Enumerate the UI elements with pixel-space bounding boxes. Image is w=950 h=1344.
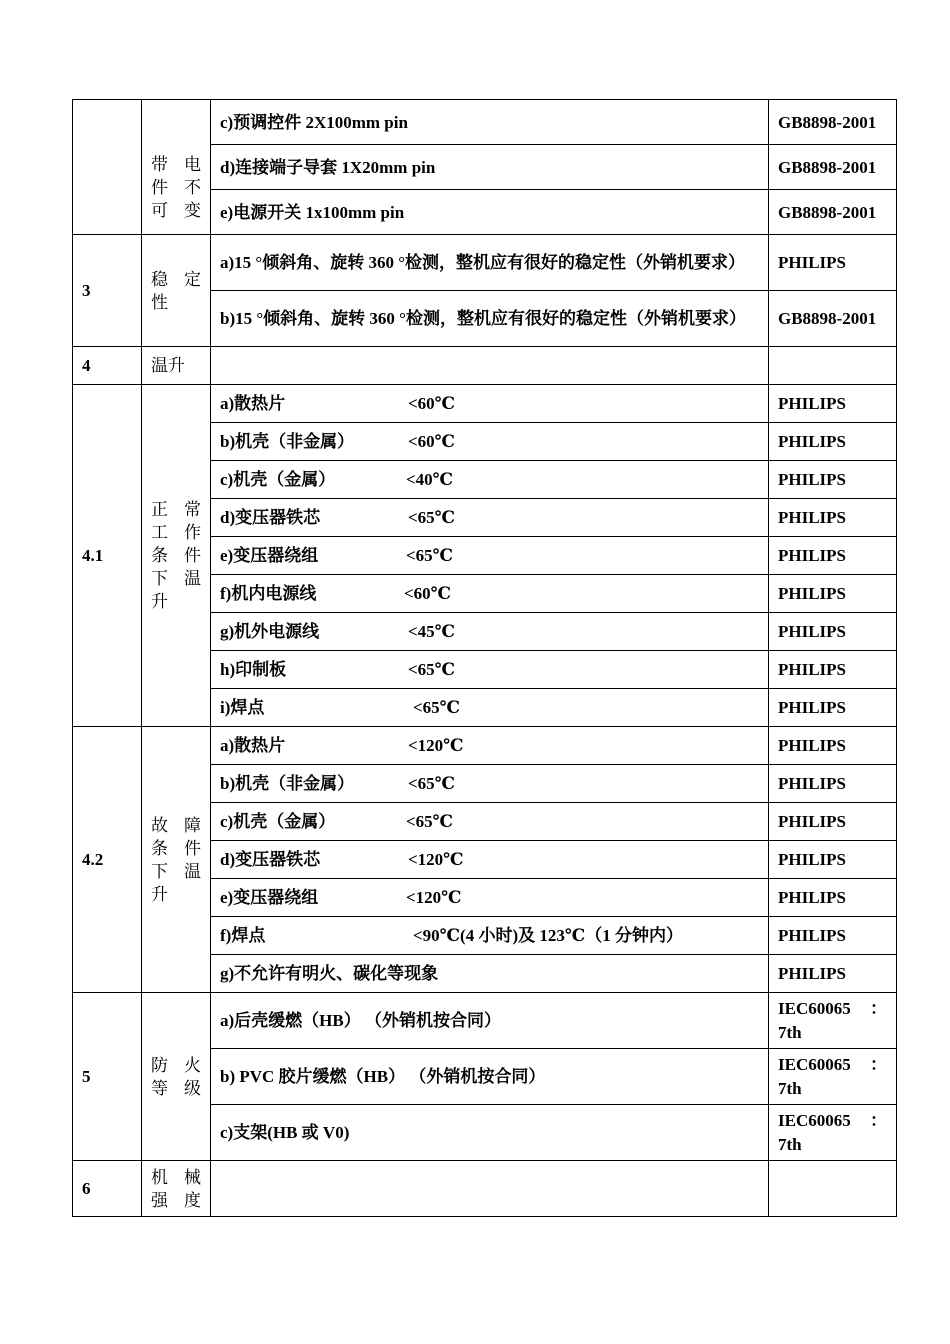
standard-cell: GB8898-2001 xyxy=(769,190,897,235)
requirement-cell xyxy=(211,955,769,993)
requirement-limit: <120℃ xyxy=(408,736,464,755)
requirement-cell: d)连接端子导套 1X20mm pin xyxy=(211,145,769,190)
standard-cell: PHILIPS xyxy=(769,955,897,993)
requirement-cell xyxy=(211,461,769,499)
requirement-limit: <120℃ xyxy=(406,888,462,907)
requirement-limit: <65℃ xyxy=(406,546,454,565)
table-row xyxy=(73,100,897,145)
requirement-cell xyxy=(211,537,769,575)
requirement-cell xyxy=(211,841,769,879)
standard-cell: PHILIPS xyxy=(769,461,897,499)
requirement-label: a)散热片 xyxy=(220,394,286,413)
standard-cell: IEC60065 ：7th xyxy=(769,1105,897,1161)
standard-cell xyxy=(769,347,897,385)
standard-cell: PHILIPS xyxy=(769,575,897,613)
requirement-limit: <120℃ xyxy=(408,850,464,869)
requirement-label: a)散热片 xyxy=(220,736,286,755)
requirement-label: e)变压器绕组 xyxy=(220,546,319,565)
requirement-limit: <65℃ xyxy=(408,508,456,527)
standard-cell: GB8898-2001 xyxy=(769,145,897,190)
requirement-limit: <60℃ xyxy=(408,394,456,413)
requirement-cell: a)15 °倾斜角、旋转 360 °检测，整机应有很好的稳定性（外销机要求） xyxy=(211,235,769,291)
table-row xyxy=(73,993,897,1049)
item-number: 4.2 xyxy=(73,727,142,993)
requirement-cell xyxy=(211,423,769,461)
standard-cell: PHILIPS xyxy=(769,917,897,955)
standard-cell: GB8898-2001 xyxy=(769,291,897,347)
table-row xyxy=(73,347,897,385)
standard-cell: PHILIPS xyxy=(769,235,897,291)
requirement-label: c)机壳（金属） xyxy=(220,812,336,831)
standard-cell: PHILIPS xyxy=(769,879,897,917)
standard-cell: PHILIPS xyxy=(769,689,897,727)
item-number: 3 xyxy=(73,235,142,347)
standard-cell: IEC60065 ：7th xyxy=(769,993,897,1049)
requirement-cell xyxy=(211,385,769,423)
standard-cell: PHILIPS xyxy=(769,803,897,841)
requirement-label: g)不允许有明火、碳化等现象 xyxy=(220,964,439,983)
standard-cell: PHILIPS xyxy=(769,385,897,423)
requirement-cell xyxy=(211,651,769,689)
standard-cell: PHILIPS xyxy=(769,537,897,575)
requirement-limit: <65℃ xyxy=(408,660,456,679)
requirement-cell xyxy=(211,1161,769,1217)
requirement-cell xyxy=(211,917,769,955)
table-row xyxy=(73,235,897,291)
requirement-cell xyxy=(211,765,769,803)
item-number: 5 xyxy=(73,993,142,1161)
standard-cell: PHILIPS xyxy=(769,423,897,461)
requirement-cell: e)电源开关 1x100mm pin xyxy=(211,190,769,235)
requirement-label: c)机壳（金属） xyxy=(220,470,336,489)
requirement-limit: <65℃ xyxy=(408,774,456,793)
table-row xyxy=(73,1161,897,1217)
requirement-cell xyxy=(211,347,769,385)
category-cell: 机 械 强 度 xyxy=(142,1161,211,1217)
item-number: 6 xyxy=(73,1161,142,1217)
category-cell: 防 火 等级 xyxy=(142,993,211,1161)
requirement-label: d)变压器铁芯 xyxy=(220,850,321,869)
standard-cell: PHILIPS xyxy=(769,499,897,537)
requirement-cell: c)支架(HB 或 V0) xyxy=(211,1105,769,1161)
item-number: 4.1 xyxy=(73,385,142,727)
standard-cell: GB8898-2001 xyxy=(769,100,897,145)
standard-cell: PHILIPS xyxy=(769,727,897,765)
requirement-limit: <40℃ xyxy=(406,470,454,489)
requirement-label: d)变压器铁芯 xyxy=(220,508,321,527)
requirement-limit: <60℃ xyxy=(408,432,456,451)
requirement-cell xyxy=(211,613,769,651)
requirement-cell xyxy=(211,803,769,841)
requirement-cell xyxy=(211,499,769,537)
category-cell: 稳 定 性 xyxy=(142,235,211,347)
requirement-limit: <45℃ xyxy=(408,622,456,641)
category-cell: 正 常 工 作 条 件 下 温 升 xyxy=(142,385,211,727)
item-number xyxy=(73,100,142,235)
standard-cell: PHILIPS xyxy=(769,613,897,651)
category-cell: 带 电 件 不 可 变 xyxy=(142,100,211,235)
requirement-limit: <90℃(4 小时)及 123℃（1 分钟内） xyxy=(413,926,683,945)
category-cell: 故 障 条 件 下 温 升 xyxy=(142,727,211,993)
requirement-cell: b) PVC 胶片缓燃（HB） （外销机按合同） xyxy=(211,1049,769,1105)
requirement-label: f)焊点 xyxy=(220,926,266,945)
requirement-limit: <65℃ xyxy=(406,812,454,831)
requirement-label: b)机壳（非金属） xyxy=(220,774,355,793)
table-row xyxy=(73,727,897,765)
requirement-limit: <60℃ xyxy=(404,584,452,603)
item-number: 4 xyxy=(73,347,142,385)
standard-cell: PHILIPS xyxy=(769,651,897,689)
requirement-cell: a)后壳缓燃（HB） （外销机按合同） xyxy=(211,993,769,1049)
requirement-label: g)机外电源线 xyxy=(220,622,320,641)
requirement-label: f)机内电源线 xyxy=(220,584,317,603)
table-row xyxy=(73,385,897,423)
category-cell: 温升 xyxy=(142,347,211,385)
standard-cell: PHILIPS xyxy=(769,765,897,803)
requirement-cell xyxy=(211,879,769,917)
requirement-cell xyxy=(211,727,769,765)
requirement-cell: b)15 °倾斜角、旋转 360 °检测，整机应有很好的稳定性（外销机要求） xyxy=(211,291,769,347)
spec-table xyxy=(72,99,897,1217)
standard-cell: IEC60065 ：7th xyxy=(769,1049,897,1105)
requirement-label: e)变压器绕组 xyxy=(220,888,319,907)
standard-cell: PHILIPS xyxy=(769,841,897,879)
requirement-label: i)焊点 xyxy=(220,698,265,717)
requirement-label: b)机壳（非金属） xyxy=(220,432,355,451)
requirement-cell: c)预调控件 2X100mm pin xyxy=(211,100,769,145)
requirement-cell xyxy=(211,575,769,613)
requirement-limit: <65℃ xyxy=(413,698,461,717)
requirement-cell xyxy=(211,689,769,727)
requirement-label: h)印制板 xyxy=(220,660,287,679)
standard-cell xyxy=(769,1161,897,1217)
